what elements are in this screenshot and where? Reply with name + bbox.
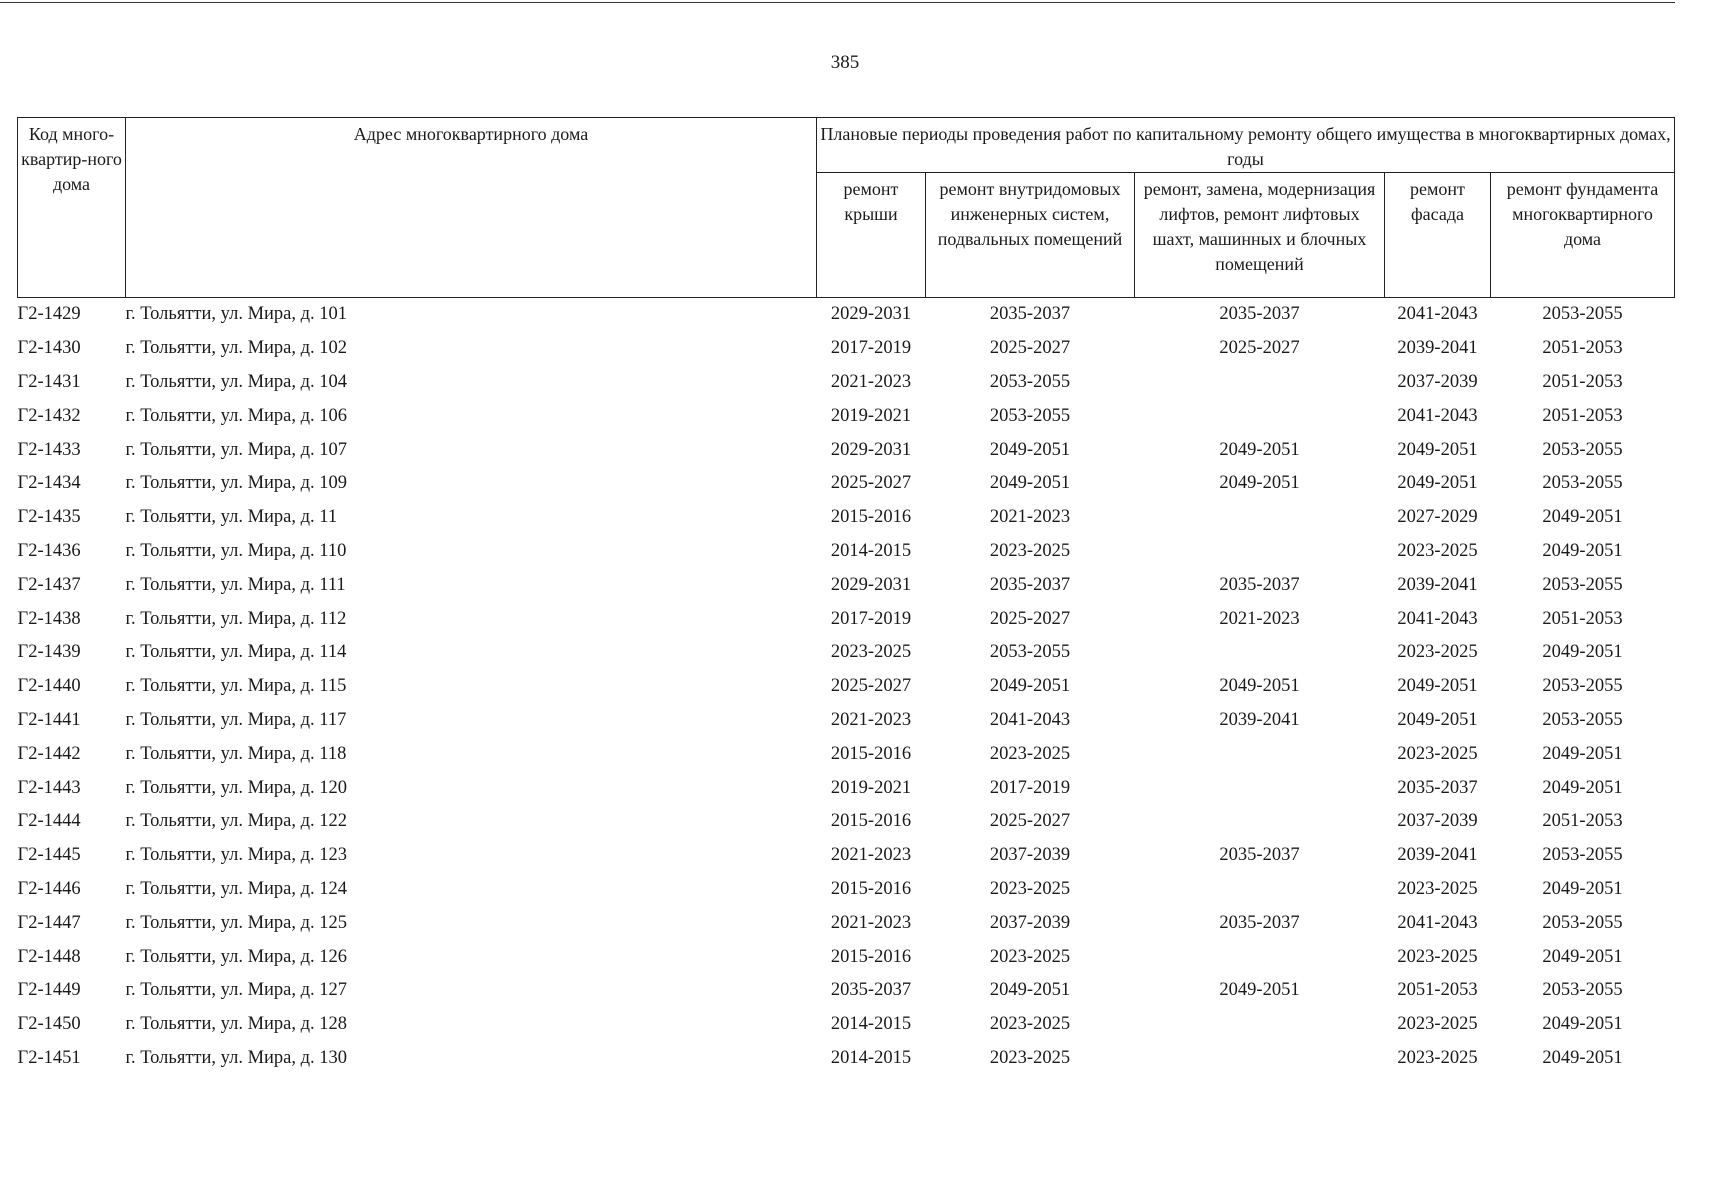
cell-lifts: [1135, 501, 1385, 535]
cell-code: Г2-1440: [17, 676, 81, 697]
cell-foundation: 2051-2053: [1542, 405, 1623, 426]
cell-lifts: 2035-2037: [1219, 574, 1300, 595]
cell-systems: 2037-2039: [989, 845, 1071, 866]
cell-address: г. Тольятти, ул. Мира, д. 102: [125, 338, 348, 359]
table-row: [18, 467, 1675, 501]
table-body: [18, 298, 1675, 1076]
cell-foundation: 2049-2051: [1542, 507, 1623, 528]
cell-address: г. Тольятти, ул. Мира, д. 127: [125, 980, 348, 1001]
cell-code: Г2-1446: [17, 878, 81, 899]
table-row: [18, 670, 1675, 704]
cell-roof: 2021-2023: [830, 912, 912, 933]
cell-roof: 2025-2027: [830, 473, 912, 494]
cell-foundation: 2051-2053: [1542, 608, 1623, 629]
cell-lifts: [1135, 535, 1385, 569]
cell-systems: 2023-2025: [989, 1047, 1071, 1068]
cell-address: г. Тольятти, ул. Мира, д. 128: [125, 1014, 348, 1035]
table-row: [18, 636, 1675, 670]
cell-facade: 2023-2025: [1397, 540, 1478, 561]
cell-code: Г2-1431: [17, 371, 81, 392]
table-row: [18, 298, 1675, 332]
cell-lifts: 2021-2023: [1219, 608, 1300, 629]
table-row: [18, 771, 1675, 805]
cell-facade: 2023-2025: [1397, 1014, 1478, 1035]
cell-address: г. Тольятти, ул. Мира, д. 117: [125, 709, 347, 730]
cell-systems: 2017-2019: [989, 777, 1071, 798]
cell-address: г. Тольятти, ул. Мира, д. 124: [125, 878, 348, 899]
table-row: [18, 839, 1675, 873]
cell-systems: 2023-2025: [989, 946, 1071, 967]
cell-roof: 2021-2023: [830, 709, 912, 730]
cell-code: Г2-1441: [17, 709, 81, 730]
cell-address: г. Тольятти, ул. Мира, д. 120: [125, 777, 348, 798]
cell-facade: 2037-2039: [1397, 811, 1478, 832]
cell-facade: 2041-2043: [1397, 912, 1478, 933]
cell-lifts: [1135, 1042, 1385, 1076]
cell-code: Г2-1449: [17, 980, 81, 1001]
cell-address: г. Тольятти, ул. Мира, д. 122: [125, 811, 348, 832]
cell-facade: 2041-2043: [1397, 608, 1478, 629]
cell-code: Г2-1442: [17, 743, 81, 764]
cell-foundation: 2049-2051: [1542, 878, 1623, 899]
header-foundation-repair: ремонт фундамента многоквартирного дома: [1491, 173, 1675, 298]
cell-systems: 2053-2055: [989, 371, 1071, 392]
cell-code: Г2-1435: [17, 507, 81, 528]
cell-address: г. Тольятти, ул. Мира, д. 111: [125, 574, 346, 595]
cell-lifts: 2025-2027: [1219, 338, 1300, 359]
cell-code: Г2-1439: [17, 642, 81, 663]
cell-address: г. Тольятти, ул. Мира, д. 109: [125, 473, 348, 494]
cell-address: г. Тольятти, ул. Мира, д. 104: [125, 371, 348, 392]
cell-roof: 2017-2019: [830, 338, 912, 359]
cell-systems: 2049-2051: [989, 473, 1071, 494]
cell-facade: 2037-2039: [1397, 371, 1478, 392]
header-facade-repair: ремонт фасада: [1385, 173, 1491, 298]
cell-foundation: 2053-2055: [1542, 304, 1623, 325]
cell-roof: 2021-2023: [830, 371, 912, 392]
cell-foundation: 2053-2055: [1542, 676, 1623, 697]
cell-roof: 2014-2015: [830, 1014, 912, 1035]
cell-roof: 2014-2015: [830, 1047, 912, 1068]
table-row: [18, 332, 1675, 366]
cell-facade: 2041-2043: [1397, 304, 1478, 325]
cell-lifts: [1135, 805, 1385, 839]
cell-systems: 2025-2027: [989, 608, 1071, 629]
cell-roof: 2015-2016: [830, 811, 912, 832]
cell-facade: 2035-2037: [1397, 777, 1478, 798]
table-row: [18, 535, 1675, 569]
page-number: 385: [830, 52, 860, 73]
cell-facade: 2049-2051: [1397, 709, 1478, 730]
cell-code: Г2-1434: [17, 473, 81, 494]
cell-facade: 2023-2025: [1397, 1047, 1478, 1068]
cell-lifts: 2049-2051: [1219, 676, 1300, 697]
cell-systems: 2037-2039: [989, 912, 1071, 933]
cell-systems: 2023-2025: [989, 540, 1071, 561]
cell-foundation: 2049-2051: [1542, 1014, 1623, 1035]
cell-systems: 2049-2051: [989, 980, 1071, 1001]
cell-systems: 2025-2027: [989, 811, 1071, 832]
cell-lifts: 2035-2037: [1219, 912, 1300, 933]
table-row: [18, 399, 1675, 433]
cell-roof: 2019-2021: [830, 777, 912, 798]
cell-roof: 2021-2023: [830, 845, 912, 866]
header-planned-periods: Плановые периоды проведения работ по капитальному ремонту общего имущества в многоквартирных домах, годы: [817, 118, 1675, 173]
cell-address: г. Тольятти, ул. Мира, д. 11: [125, 507, 338, 528]
cell-foundation: 2053-2055: [1542, 709, 1623, 730]
cell-address: г. Тольятти, ул. Мира, д. 114: [125, 642, 347, 663]
cell-roof: 2015-2016: [830, 507, 912, 528]
cell-systems: 2025-2027: [989, 338, 1071, 359]
cell-facade: 2049-2051: [1397, 676, 1478, 697]
cell-code: Г2-1444: [17, 811, 81, 832]
cell-address: г. Тольятти, ул. Мира, д. 118: [125, 743, 347, 764]
cell-foundation: 2051-2053: [1542, 338, 1623, 359]
cell-foundation: 2049-2051: [1542, 642, 1623, 663]
cell-facade: 2039-2041: [1397, 845, 1478, 866]
table-row: [18, 568, 1675, 602]
cell-code: Г2-1451: [17, 1047, 81, 1068]
cell-systems: 2035-2037: [989, 574, 1071, 595]
cell-systems: 2049-2051: [989, 439, 1071, 460]
cell-address: г. Тольятти, ул. Мира, д. 110: [125, 540, 347, 561]
cell-foundation: 2049-2051: [1542, 540, 1623, 561]
cell-roof: 2015-2016: [830, 878, 912, 899]
cell-address: г. Тольятти, ул. Мира, д. 130: [125, 1047, 348, 1068]
table-row: [18, 1008, 1675, 1042]
cell-code: Г2-1447: [17, 912, 81, 933]
cell-roof: 2014-2015: [830, 540, 912, 561]
cell-address: г. Тольятти, ул. Мира, д. 106: [125, 405, 348, 426]
cell-code: Г2-1433: [17, 439, 81, 460]
table-row: [18, 906, 1675, 940]
cell-roof: 2029-2031: [830, 574, 912, 595]
cell-foundation: 2053-2055: [1542, 473, 1623, 494]
cell-code: Г2-1429: [17, 304, 81, 325]
cell-roof: 2029-2031: [830, 304, 912, 325]
cell-systems: 2021-2023: [989, 507, 1071, 528]
header-lifts-repair: ремонт, замена, модернизация лифтов, ремонт лифтовых шахт, машинных и блочных помещений: [1135, 173, 1385, 298]
header-roof-repair: ремонт крыши: [817, 173, 926, 298]
cell-facade: 2023-2025: [1397, 878, 1478, 899]
cell-facade: 2023-2025: [1397, 642, 1478, 663]
cell-systems: 2049-2051: [989, 676, 1071, 697]
top-rule: [0, 2, 1675, 3]
cell-lifts: [1135, 636, 1385, 670]
cell-systems: 2023-2025: [989, 743, 1071, 764]
cell-lifts: 2035-2037: [1219, 304, 1300, 325]
cell-systems: 2053-2055: [989, 642, 1071, 663]
cell-code: Г2-1438: [17, 608, 81, 629]
cell-facade: 2023-2025: [1397, 946, 1478, 967]
cell-foundation: 2051-2053: [1542, 371, 1623, 392]
cell-lifts: [1135, 737, 1385, 771]
cell-lifts: 2039-2041: [1219, 709, 1300, 730]
cell-roof: 2017-2019: [830, 608, 912, 629]
cell-roof: 2015-2016: [830, 743, 912, 764]
cell-address: г. Тольятти, ул. Мира, д. 126: [125, 946, 348, 967]
cell-roof: 2019-2021: [830, 405, 912, 426]
cell-systems: 2053-2055: [989, 405, 1071, 426]
cell-code: Г2-1450: [17, 1014, 81, 1035]
cell-roof: 2029-2031: [830, 439, 912, 460]
cell-facade: 2023-2025: [1397, 743, 1478, 764]
cell-foundation: 2053-2055: [1542, 439, 1623, 460]
repair-schedule-table-container: [17, 117, 1674, 1075]
cell-facade: 2039-2041: [1397, 338, 1478, 359]
cell-address: г. Тольятти, ул. Мира, д. 101: [125, 304, 348, 325]
header-row-top: [18, 118, 1675, 173]
cell-lifts: [1135, 399, 1385, 433]
table-row: [18, 433, 1675, 467]
cell-address: г. Тольятти, ул. Мира, д. 125: [125, 912, 348, 933]
cell-roof: 2025-2027: [830, 676, 912, 697]
cell-systems: 2041-2043: [989, 709, 1071, 730]
table-row: [18, 873, 1675, 907]
cell-lifts: [1135, 366, 1385, 400]
cell-roof: 2023-2025: [830, 642, 912, 663]
cell-code: Г2-1437: [17, 574, 81, 595]
cell-lifts: 2049-2051: [1219, 439, 1300, 460]
table-row: [18, 805, 1675, 839]
cell-facade: 2049-2051: [1397, 473, 1478, 494]
cell-facade: 2039-2041: [1397, 574, 1478, 595]
table-row: [18, 974, 1675, 1008]
cell-code: Г2-1448: [17, 946, 81, 967]
cell-address: г. Тольятти, ул. Мира, д. 123: [125, 845, 348, 866]
header-code: Код много-квартир-ного дома: [18, 118, 126, 298]
cell-systems: 2035-2037: [989, 304, 1071, 325]
cell-code: Г2-1443: [17, 777, 81, 798]
table-row: [18, 1042, 1675, 1076]
cell-address: г. Тольятти, ул. Мира, д. 115: [125, 676, 347, 697]
cell-lifts: [1135, 940, 1385, 974]
cell-foundation: 2053-2055: [1542, 845, 1623, 866]
cell-address: г. Тольятти, ул. Мира, д. 112: [125, 608, 347, 629]
cell-lifts: 2049-2051: [1219, 473, 1300, 494]
cell-code: Г2-1436: [17, 540, 81, 561]
cell-code: Г2-1430: [17, 338, 81, 359]
cell-foundation: 2049-2051: [1542, 743, 1623, 764]
table-header: [18, 118, 1675, 298]
cell-facade: 2041-2043: [1397, 405, 1478, 426]
cell-systems: 2023-2025: [989, 878, 1071, 899]
cell-roof: 2015-2016: [830, 946, 912, 967]
cell-facade: 2051-2053: [1397, 980, 1478, 1001]
cell-foundation: 2049-2051: [1542, 777, 1623, 798]
cell-address: г. Тольятти, ул. Мира, д. 107: [125, 439, 348, 460]
cell-lifts: 2049-2051: [1219, 980, 1300, 1001]
repair-schedule-table: [17, 117, 1675, 1075]
cell-lifts: [1135, 771, 1385, 805]
table-row: [18, 704, 1675, 738]
cell-roof: 2035-2037: [830, 980, 912, 1001]
cell-lifts: 2035-2037: [1219, 845, 1300, 866]
cell-facade: 2049-2051: [1397, 439, 1478, 460]
table-row: [18, 737, 1675, 771]
cell-lifts: [1135, 873, 1385, 907]
cell-code: Г2-1445: [17, 845, 81, 866]
table-row: [18, 366, 1675, 400]
cell-code: Г2-1432: [17, 405, 81, 426]
table-row: [18, 940, 1675, 974]
cell-foundation: 2049-2051: [1542, 946, 1623, 967]
cell-lifts: [1135, 1008, 1385, 1042]
cell-systems: 2023-2025: [989, 1014, 1071, 1035]
table-row: [18, 602, 1675, 636]
header-systems-repair: ремонт внутридомовых инженерных систем, подвальных помещений: [926, 173, 1135, 298]
table-row: [18, 501, 1675, 535]
cell-foundation: 2053-2055: [1542, 912, 1623, 933]
cell-facade: 2027-2029: [1397, 507, 1478, 528]
cell-foundation: 2051-2053: [1542, 811, 1623, 832]
cell-foundation: 2053-2055: [1542, 980, 1623, 1001]
cell-foundation: 2053-2055: [1542, 574, 1623, 595]
header-address: Адрес многоквартирного дома: [126, 118, 817, 298]
cell-foundation: 2049-2051: [1542, 1047, 1623, 1068]
